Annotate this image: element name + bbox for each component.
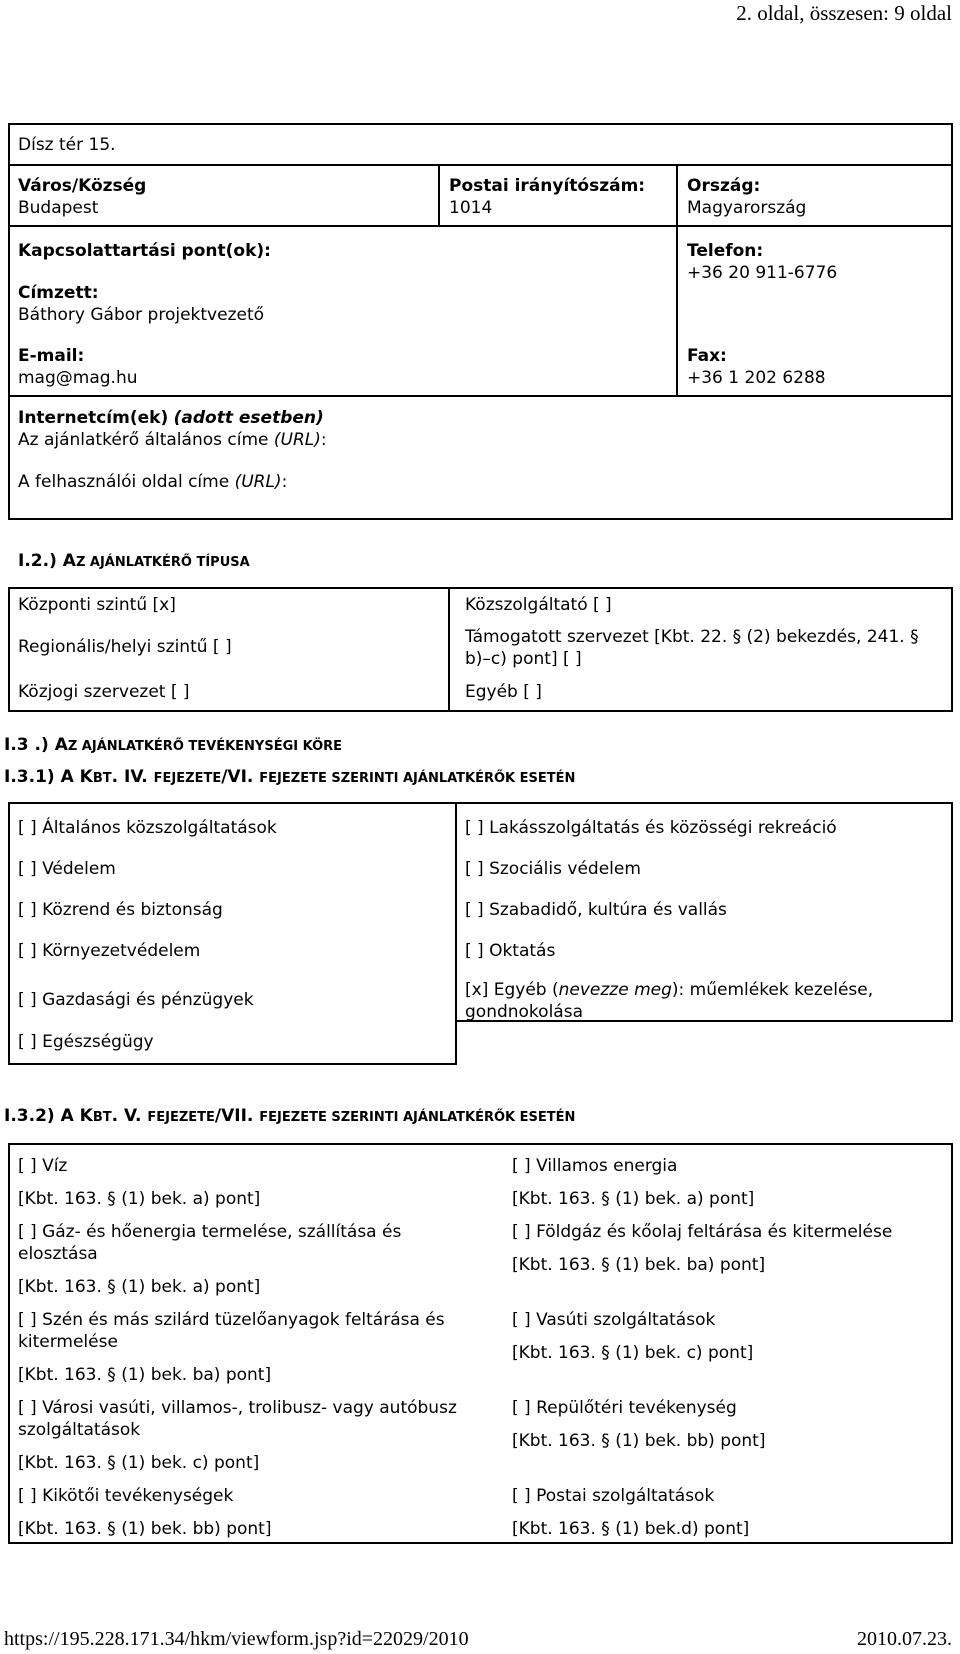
sector-ports: [ ] Kikötői tevékenységek (18, 1486, 234, 1506)
sector-electricity: [ ] Villamos energia (512, 1156, 678, 1176)
sector-water: [ ] Víz (18, 1156, 68, 1176)
internet-heading: Internetcím(ek) (adott esetben) (18, 408, 324, 428)
activity-environment: [ ] Környezetvédelem (18, 941, 201, 961)
type-supported: Támogatott szervezet [Kbt. 22. § (2) bekezdés, 241. § b)–c) pont] [ ] (465, 627, 919, 669)
sector-water-ref: [Kbt. 163. § (1) bek. a) pont] (18, 1189, 261, 1209)
street: Dísz tér 15. (18, 135, 116, 155)
postal-label: Postai irányítószám: (449, 176, 646, 196)
sector-airport: [ ] Repülőtéri tevékenység (512, 1398, 737, 1418)
section-1-2-heading: I.2.) AZ AJÁNLATKÉRŐ TÍPUSA (18, 551, 250, 571)
activity-other: [x] Egyéb (nevezze meg): műemlékek kezelése, gondnokolása (465, 980, 874, 1022)
footer-url[interactable]: https://195.228.171.34/hkm/viewform.jsp?id=22029/2010 (4, 1628, 469, 1650)
activity-education: [ ] Oktatás (465, 941, 556, 961)
section-1-3-1-heading: I.3.1) A KBT. IV. FEJEZETE/VI. FEJEZETE SZERINTI AJÁNLATKÉRŐK ESETÉN (4, 767, 576, 787)
page-info: 2. oldal, összesen: 9 oldal (736, 1, 952, 25)
type-other: Egyéb [ ] (465, 682, 542, 702)
phone-label: Telefon: (687, 241, 764, 261)
sector-coal: [ ] Szén és más szilárd tüzelőanyagok feltárása és kitermelése (18, 1310, 445, 1352)
activity-social: [ ] Szociális védelem (465, 859, 641, 879)
sector-electricity-ref: [Kbt. 163. § (1) bek. a) pont] (512, 1189, 755, 1209)
general-url: Az ajánlatkérő általános címe (URL): (18, 430, 327, 450)
sector-coal-ref: [Kbt. 163. § (1) bek. ba) pont] (18, 1365, 272, 1385)
fax-value: +36 1 202 6288 (687, 368, 826, 388)
footer-date: 2010.07.23. (857, 1628, 952, 1650)
sector-gas-heat-ref: [Kbt. 163. § (1) bek. a) pont] (18, 1277, 261, 1297)
phone-value: +36 20 911-6776 (687, 263, 838, 283)
sector-postal-ref: [Kbt. 163. § (1) bek.d) pont] (512, 1519, 750, 1539)
addressee-label: Címzett: (18, 283, 99, 303)
sector-ports-ref: [Kbt. 163. § (1) bek. bb) pont] (18, 1519, 272, 1539)
city-value: Budapest (18, 198, 99, 218)
sector-rail: [ ] Vasúti szolgáltatások (512, 1310, 716, 1330)
type-regional: Regionális/helyi szintű [ ] (18, 637, 232, 657)
fax-label: Fax: (687, 346, 727, 366)
sector-oil-gas-ref: [Kbt. 163. § (1) bek. ba) pont] (512, 1255, 766, 1275)
user-url: A felhasználói oldal címe (URL): (18, 472, 288, 492)
sector-rail-ref: [Kbt. 163. § (1) bek. c) pont] (512, 1343, 754, 1363)
country-value: Magyarország (687, 198, 807, 218)
email-label: E-mail: (18, 346, 85, 366)
sector-postal: [ ] Postai szolgáltatások (512, 1486, 715, 1506)
country-label: Ország: (687, 176, 761, 196)
sector-urban-transport: [ ] Városi vasúti, villamos-, trolibusz- vagy autóbusz szolgáltatások (18, 1398, 457, 1440)
activity-public-order: [ ] Közrend és biztonság (18, 900, 223, 920)
type-public-law: Közjogi szervezet [ ] (18, 682, 190, 702)
sector-gas-heat: [ ] Gáz- és hőenergia termelése, szállítása és elosztása (18, 1222, 402, 1264)
sector-airport-ref: [Kbt. 163. § (1) bek. bb) pont] (512, 1431, 766, 1451)
addressee-value: Báthory Gábor projektvezető (18, 305, 265, 325)
contact-label: Kapcsolattartási pont(ok): (18, 241, 271, 261)
activity-housing: [ ] Lakásszolgáltatás és közösségi rekreáció (465, 818, 837, 838)
activity-general: [ ] Általános közszolgáltatások (18, 818, 277, 838)
activity-economic: [ ] Gazdasági és pénzügyek (18, 990, 254, 1010)
type-central: Központi szintű [x] (18, 595, 176, 615)
sector-urban-transport-ref: [Kbt. 163. § (1) bek. c) pont] (18, 1453, 260, 1473)
postal-value: 1014 (449, 198, 493, 218)
activity-recreation: [ ] Szabadidő, kultúra és vallás (465, 900, 727, 920)
activity-defence: [ ] Védelem (18, 859, 116, 879)
section-1-3-2-heading: I.3.2) A KBT. V. FEJEZETE/VII. FEJEZETE SZERINTI AJÁNLATKÉRŐK ESETÉN (4, 1106, 576, 1126)
city-label: Város/Község (18, 176, 147, 196)
sector-oil-gas: [ ] Földgáz és kőolaj feltárása és kitermelése (512, 1222, 893, 1242)
email-value[interactable]: mag@mag.hu (18, 368, 138, 388)
section-1-3-heading: I.3 .) AZ AJÁNLATKÉRŐ TEVÉKENYSÉGI KÖRE (4, 735, 343, 755)
type-public-service: Közszolgáltató [ ] (465, 595, 612, 615)
activity-health: [ ] Egészségügy (18, 1032, 154, 1052)
